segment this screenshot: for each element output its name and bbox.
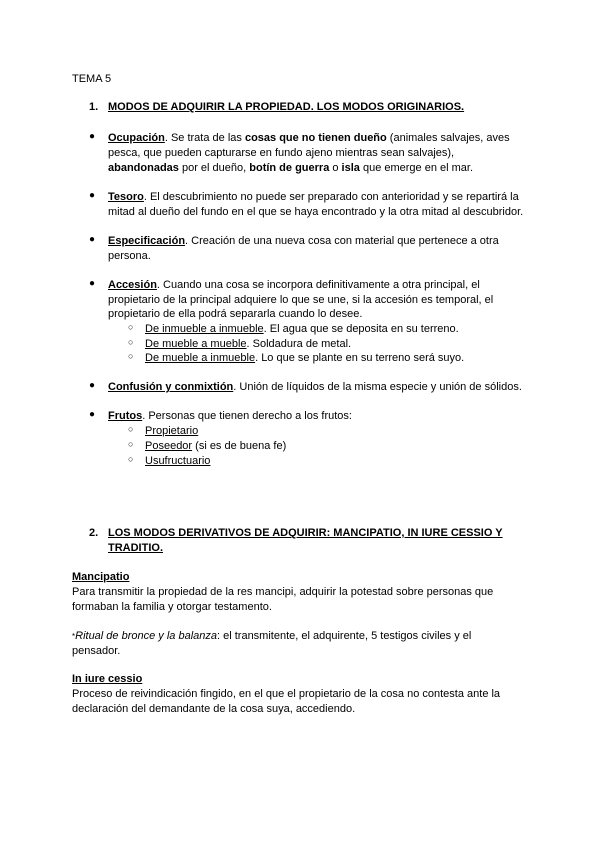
- subitem-poseedor: [145, 439, 286, 454]
- subsection-iniurecessio-title: In iure cessio: [72, 673, 143, 685]
- bold-fragment: botín de guerra: [249, 162, 330, 174]
- bullet-icon: ●: [89, 278, 96, 289]
- subitem-term: Poseedor: [145, 440, 193, 452]
- mancipatio-line2: formaban la familia y otorgar testamento.: [72, 601, 272, 613]
- section-2-heading-line1: LOS MODOS DERIVATIVOS DE ADQUIRIR: MANCIPATIO, IN IURE CESSIO Y: [108, 527, 503, 539]
- subsection-mancipatio-title: Mancipatio: [72, 571, 130, 583]
- mancipatio-note-line2: pensador.: [72, 645, 121, 657]
- item-frutos-term: Frutos: [108, 410, 143, 422]
- ring-bullet-icon: ○: [128, 337, 134, 347]
- bullet-icon: ●: [89, 131, 96, 142]
- item-especificacion-term: Especificación: [108, 235, 186, 247]
- item-tesoro-line1: [108, 190, 519, 205]
- item-accesion-line3: propietario de ella podrá separarla cuando lo desee.: [108, 308, 363, 320]
- subitem-mueble-mueble: [145, 337, 351, 352]
- mancipatio-note-line1: [72, 629, 471, 644]
- text-fragment: o: [329, 162, 342, 174]
- item-tesoro-term: Tesoro: [108, 191, 144, 203]
- bold-fragment: isla: [341, 162, 360, 174]
- ring-bullet-icon: ○: [128, 439, 134, 449]
- bold-fragment: abandonadas: [108, 162, 179, 174]
- subitem-term: De mueble a mueble: [145, 338, 247, 350]
- bold-fragment: cosas que no tienen dueño: [244, 132, 387, 144]
- item-ocupacion-term: Ocupación: [108, 132, 165, 144]
- section-2-heading-line2: TRADITIO.: [108, 542, 163, 554]
- text-fragment: . Creación de una nueva cosa con material que pertenece a otra: [185, 235, 499, 247]
- subitem-usufructuario: [145, 454, 210, 469]
- text-fragment: . El agua que se deposita en su terreno.: [263, 323, 459, 335]
- ring-bullet-icon: ○: [128, 322, 134, 332]
- bullet-icon: ●: [89, 190, 96, 201]
- bullet-icon: ●: [89, 234, 96, 245]
- text-fragment: . Unión de líquidos de la misma especie y unión de sólidos.: [233, 381, 522, 393]
- text-fragment: que emerge en el mar.: [359, 162, 474, 174]
- text-fragment: . Lo que se plante en su terreno será suyo.: [255, 352, 465, 364]
- text-fragment: (animales salvajes, aves: [386, 132, 510, 144]
- ring-bullet-icon: ○: [128, 454, 134, 464]
- subitem-term: De inmueble a inmueble: [145, 323, 264, 335]
- item-accesion-line2: propietario de la principal adquiere lo que se une, si la accesión es temporal, el: [108, 294, 494, 306]
- item-especificacion-line2: persona.: [108, 250, 151, 262]
- item-ocupacion-line2: pesca, que pueden capturarse en fundo ajeno mientras sean salvajes),: [108, 147, 455, 159]
- item-ocupacion-line3: [108, 161, 473, 176]
- subitem-mueble-inmueble: [145, 351, 464, 366]
- text-fragment: . Soldadura de metal.: [246, 338, 352, 350]
- item-frutos-line1: [108, 409, 352, 424]
- text-fragment: . El descubrimiento no puede ser preparado con anterioridad y se repartirá la: [143, 191, 519, 203]
- asterisk-mark: *: [72, 632, 76, 641]
- section-1-number: 1.: [89, 101, 99, 113]
- item-ocupacion-line1: [108, 131, 510, 146]
- text-fragment: por el dueño,: [178, 162, 250, 174]
- bullet-icon: ●: [89, 409, 96, 420]
- subitem-propietario: [145, 424, 198, 439]
- item-confusion-line1: [108, 380, 522, 395]
- text-fragment: . Personas que tienen derecho a los frutos:: [142, 410, 352, 422]
- bullet-icon: ●: [89, 380, 96, 391]
- text-fragment: (si es de buena fe): [192, 440, 287, 452]
- text-fragment: : el transmitente, el adquirente, 5 testigos civiles y el: [217, 630, 472, 642]
- subitem-term: Propietario: [145, 425, 199, 437]
- text-fragment: . Cuando una cosa se incorpora definitivamente a otra principal, el: [156, 279, 480, 291]
- mancipatio-line1: Para transmitir la propiedad de la res mancipi, adquirir la potestad sobre personas que: [72, 586, 494, 598]
- subitem-term: Usufructuario: [145, 455, 211, 467]
- item-confusion-term: Confusión y conmixtión: [108, 381, 234, 393]
- iniurecessio-line2: declaración del demandante de la cosa suya, accediendo.: [72, 703, 356, 715]
- item-tesoro-line2: mitad al dueño del fundo en el que se haya encontrado y la otra mitad al descubridor.: [108, 206, 524, 218]
- item-accesion-line1: [108, 278, 480, 293]
- section-1-heading: MODOS DE ADQUIRIR LA PROPIEDAD. LOS MODOS ORIGINARIOS.: [108, 101, 465, 113]
- doc-title: TEMA 5: [72, 73, 112, 85]
- item-especificacion-line1: [108, 234, 499, 249]
- subitem-term: De mueble a inmueble: [145, 352, 256, 364]
- ring-bullet-icon: ○: [128, 424, 134, 434]
- italic-fragment: Ritual de bronce y la balanza: [75, 630, 217, 642]
- ring-bullet-icon: ○: [128, 351, 134, 361]
- section-2-number: 2.: [89, 527, 99, 539]
- subitem-inmueble-inmueble: [145, 322, 459, 337]
- text-fragment: . Se trata de las: [164, 132, 245, 144]
- iniurecessio-line1: Proceso de reivindicación fingido, en el que el propietario de la cosa no contesta ante la: [72, 688, 501, 700]
- item-accesion-term: Accesión: [108, 279, 157, 291]
